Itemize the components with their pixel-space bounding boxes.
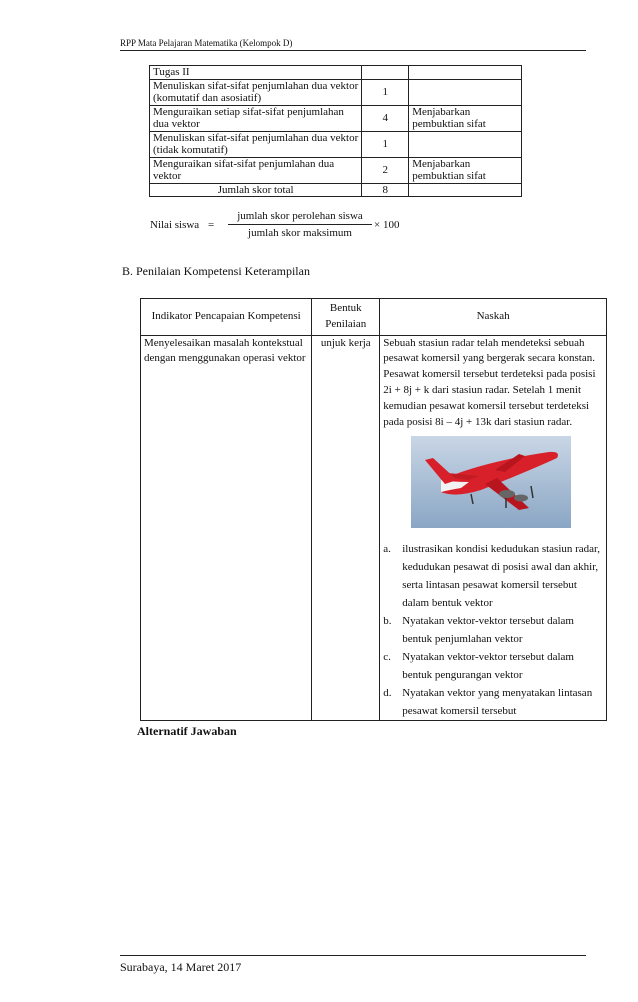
formula-fraction bbox=[228, 210, 372, 239]
task-text-cell bbox=[380, 335, 607, 721]
assessment-form-cell: unjuk kerja bbox=[312, 335, 380, 721]
criteria-cell: Menuliskan sifat-sifat penjumlahan dua vektor (tidak komutatif) bbox=[150, 131, 362, 157]
table-header-row bbox=[141, 299, 607, 336]
item-text: Nyatakan vektor yang menyatakan lintasan pesawat komersil tersebut bbox=[402, 687, 593, 718]
criteria-cell: Menguraikan setiap sifat-sifat penjumlahan dua vektor bbox=[150, 105, 362, 131]
page-header-title: RPP Mata Pelajaran Matematika (Kelompok D) bbox=[120, 38, 293, 48]
score-cell: 1 bbox=[362, 131, 409, 157]
formula-label: Nilai siswa bbox=[150, 219, 200, 231]
total-label: Jumlah skor total bbox=[150, 183, 362, 197]
table-row bbox=[150, 105, 522, 131]
list-item bbox=[383, 612, 603, 648]
item-text: Nyatakan vektor-vektor tersebut dalam bentuk pengurangan vektor bbox=[402, 651, 574, 682]
column-header: Naskah bbox=[380, 299, 607, 336]
item-marker: c. bbox=[383, 651, 391, 664]
footer-date: Surabaya, 14 Maret 2017 bbox=[120, 960, 242, 974]
section-b-heading: B. Penilaian Kompetensi Keterampilan bbox=[122, 264, 310, 278]
item-marker: b. bbox=[383, 615, 392, 628]
score-formula bbox=[150, 210, 400, 239]
formula-equals: = bbox=[207, 219, 215, 231]
list-item bbox=[383, 684, 603, 720]
header-rule bbox=[120, 50, 586, 51]
list-item bbox=[383, 648, 603, 684]
skills-assessment-table bbox=[140, 298, 607, 721]
task-title: Tugas II bbox=[150, 66, 362, 80]
formula-denominator: jumlah skor maksimum bbox=[248, 227, 352, 239]
table-row bbox=[150, 79, 522, 105]
alternative-answer-heading: Alternatif Jawaban bbox=[137, 724, 237, 738]
column-header: Bentuk Penilaian bbox=[312, 299, 380, 336]
airplane-icon bbox=[411, 436, 571, 528]
item-text: ilustrasikan kondisi kedudukan stasiun radar, kedudukan pesawat di posisi awal dan akhir, serta lintasan pesawat komersil tersebut dalam bentuk vektor bbox=[402, 543, 601, 610]
footer-rule bbox=[120, 955, 586, 956]
table-row bbox=[141, 335, 607, 721]
indicator-cell: Menyelesaikan masalah kontekstual dengan menggunakan operasi vektor bbox=[141, 335, 312, 721]
airplane-photo bbox=[411, 436, 603, 534]
score-cell: 1 bbox=[362, 79, 409, 105]
table-row bbox=[150, 157, 522, 183]
problem-statement: Sebuah stasiun radar telah mendeteksi sebuah pesawat komersil yang bergerak secara konstan. Pesawat komersil tersebut terdeteksi pada posisi 2i + 8j + k dari stasiun radar. Setelah 1 menit kemudian pesawat komersil tersebut terdeteksi pada posisi 8i – 4j + 13k dari stasiun radar. bbox=[383, 336, 596, 428]
score-cell: 2 bbox=[362, 157, 409, 183]
list-item bbox=[383, 540, 603, 612]
table-row bbox=[150, 183, 522, 197]
note-cell: Menjabarkan pembuktian sifat bbox=[409, 105, 522, 131]
item-marker: a. bbox=[383, 543, 391, 556]
criteria-cell: Menuliskan sifat-sifat penjumlahan dua vektor (komutatif dan asosiatif) bbox=[150, 79, 362, 105]
score-table bbox=[149, 65, 522, 197]
formula-numerator: jumlah skor perolehan siswa bbox=[228, 210, 372, 225]
column-header: Indikator Pencapaian Kompetensi bbox=[141, 299, 312, 336]
item-text: Nyatakan vektor-vektor tersebut dalam bentuk penjumlahan vektor bbox=[402, 615, 574, 646]
question-list bbox=[383, 540, 603, 720]
note-cell bbox=[409, 79, 522, 105]
table-row bbox=[150, 66, 522, 80]
formula-multiplier: × 100 bbox=[374, 219, 400, 231]
total-score: 8 bbox=[362, 183, 409, 197]
item-marker: d. bbox=[383, 687, 392, 700]
criteria-cell: Menguraikan sifat-sifat penjumlahan dua vektor bbox=[150, 157, 362, 183]
note-cell: Menjabarkan pembuktian sifat bbox=[409, 157, 522, 183]
note-cell bbox=[409, 131, 522, 157]
table-row bbox=[150, 131, 522, 157]
score-cell: 4 bbox=[362, 105, 409, 131]
